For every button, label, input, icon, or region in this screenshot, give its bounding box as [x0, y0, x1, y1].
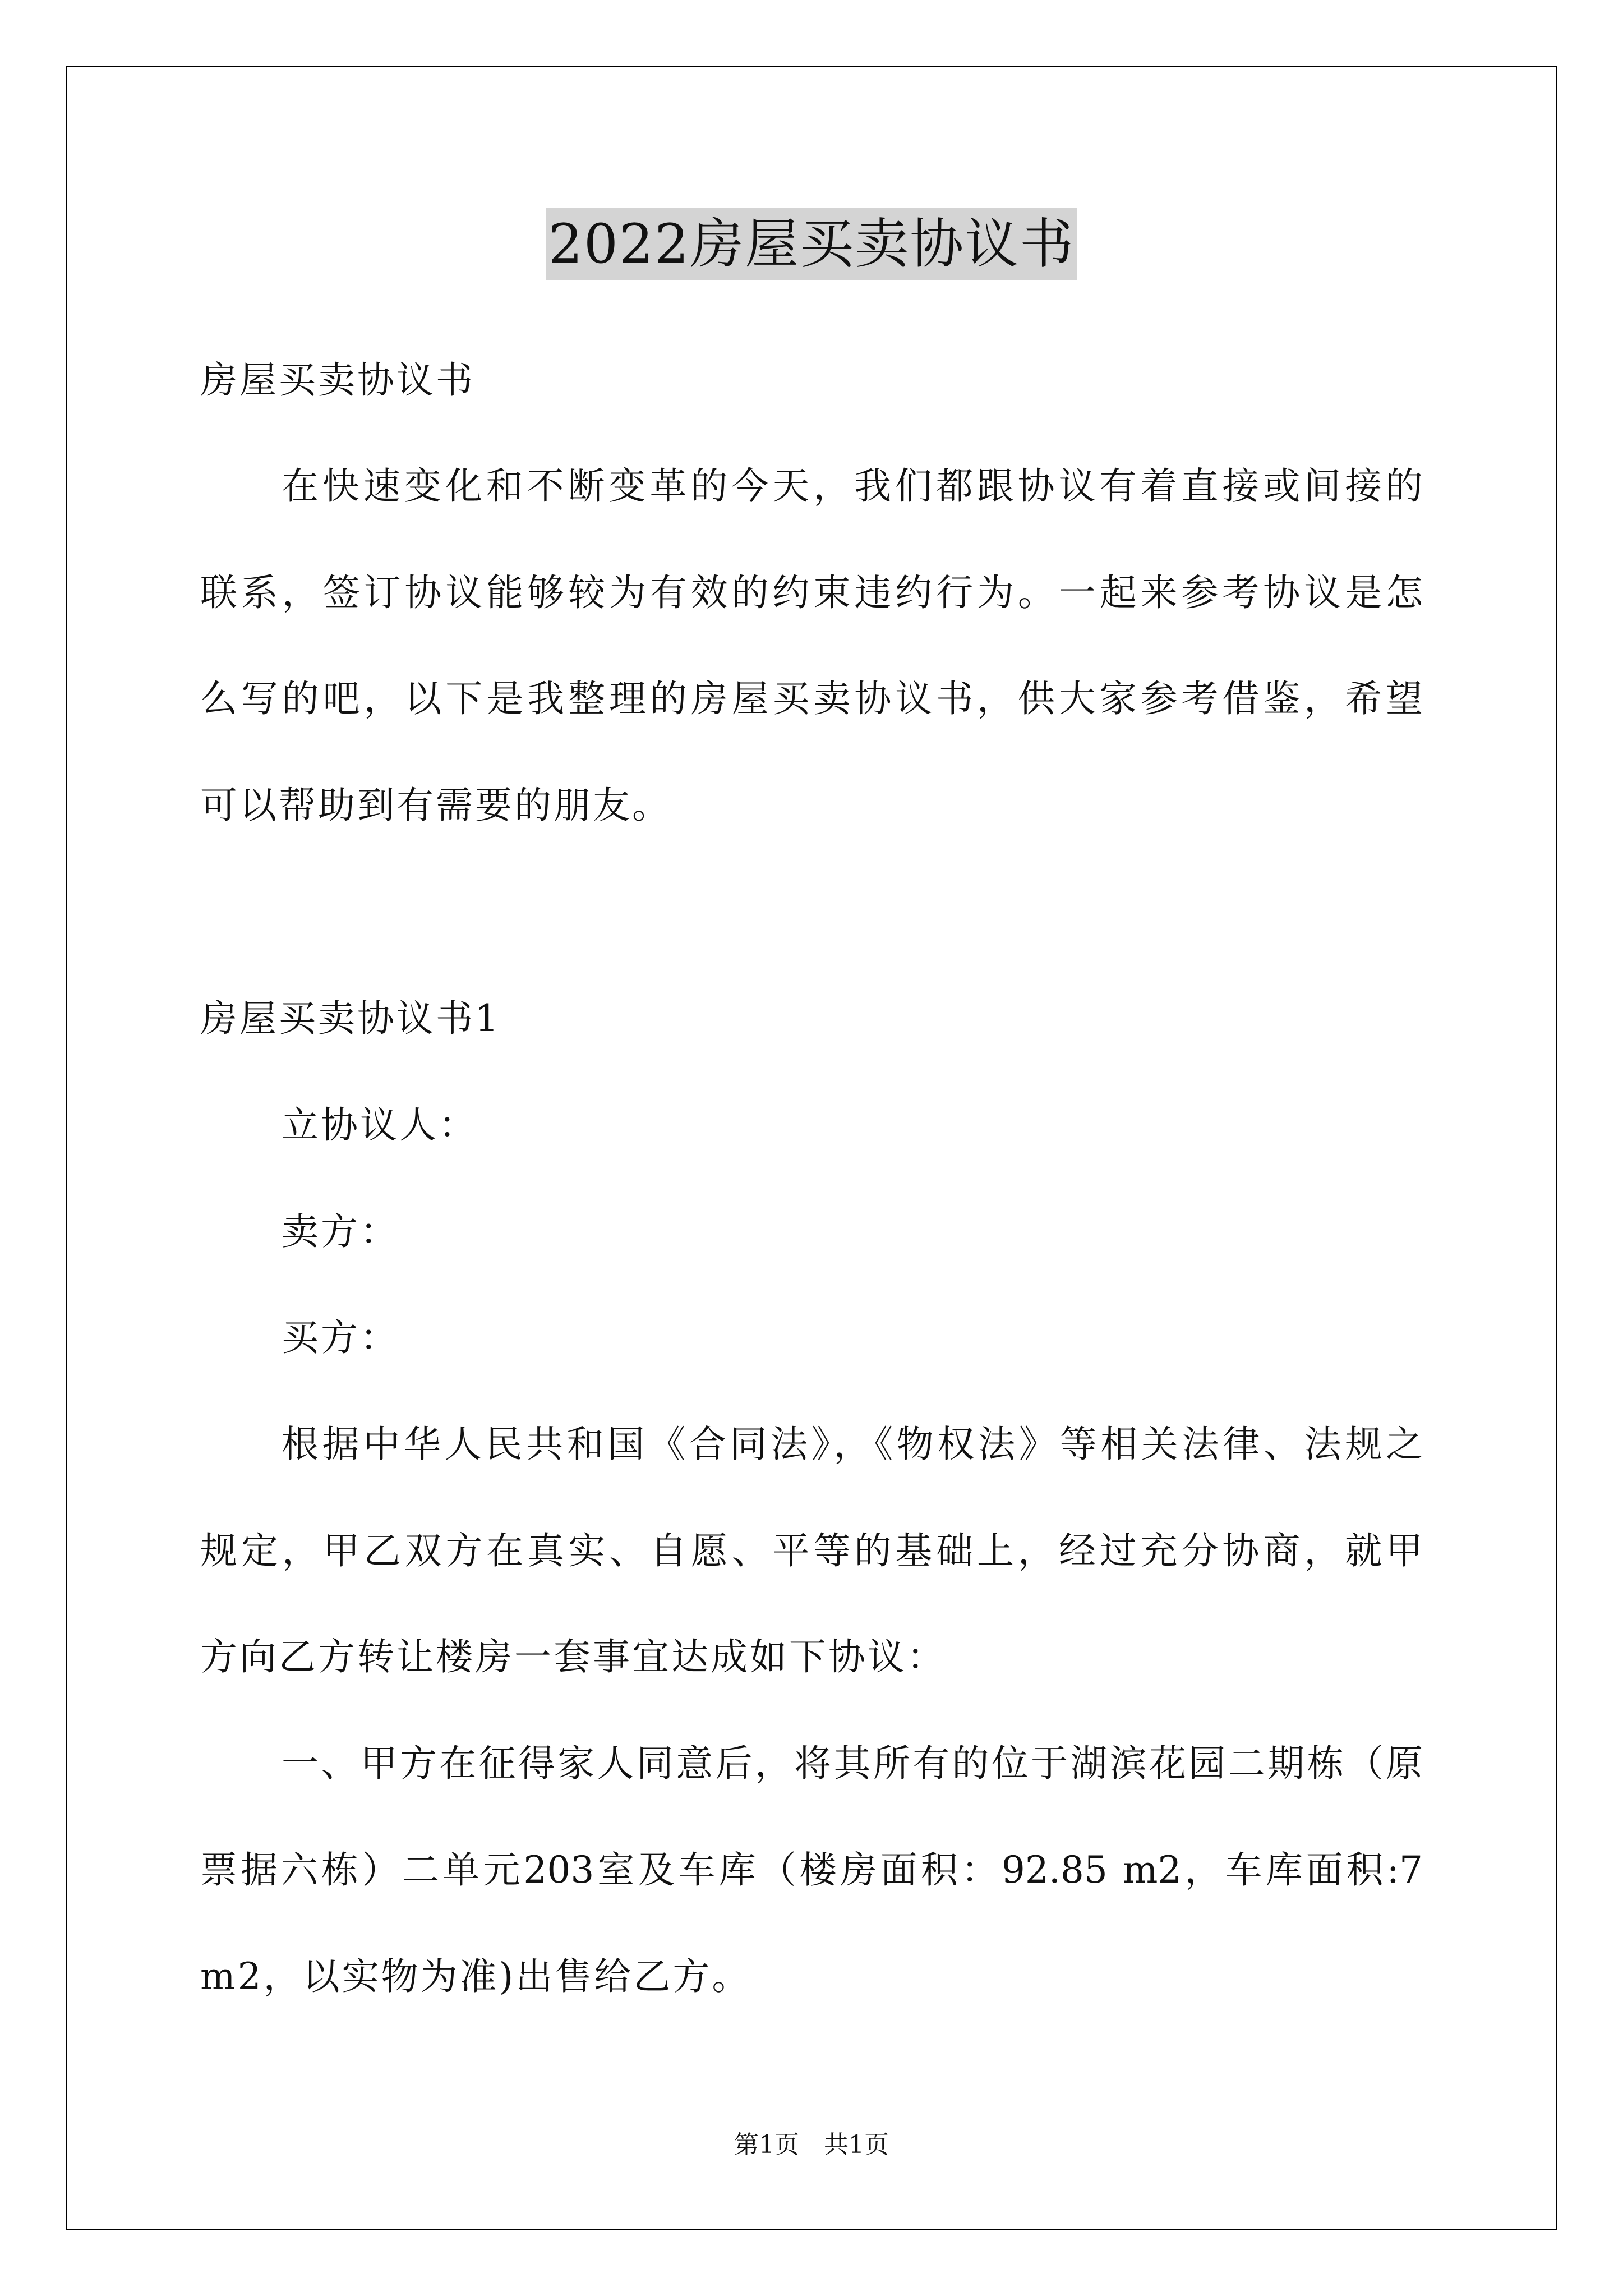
section-heading: 房屋买卖协议书1 — [200, 997, 501, 1040]
subtitle: 房屋买卖协议书 — [200, 358, 475, 402]
intro-line-4: 可以帮助到有需要的朋友。 — [200, 784, 671, 827]
basis-line-2: 规定，甲乙双方在真实、自愿、平等的基础上，经过充分协商，就甲 — [200, 1529, 1423, 1572]
buyer-label: 买方： — [282, 1316, 399, 1359]
clause1-line-2: 票据六栋）二单元203室及车库（楼房面积：92.85 m2，车库面积:7 — [200, 1848, 1423, 1892]
document-title: 2022房屋买卖协议书 — [546, 208, 1077, 280]
clause1-line-3: m2，以实物为准)出售给乙方。 — [200, 1955, 751, 1998]
intro-line-2: 联系，签订协议能够较为有效的约束违约行为。一起来参考协议是怎 — [200, 571, 1423, 614]
party-label: 立协议人： — [282, 1103, 478, 1147]
title-container — [0, 208, 1623, 280]
basis-line-3: 方向乙方转让楼房一套事宜达成如下协议： — [200, 1635, 946, 1678]
intro-line-3: 么写的吧，以下是我整理的房屋买卖协议书，供大家参考借鉴，希望 — [200, 677, 1423, 720]
clause1-line-1: 一、甲方在征得家人同意后，将其所有的位于湖滨花园二期栋（原 — [282, 1742, 1423, 1785]
page-footer: 第1页 共1页 — [734, 2131, 889, 2159]
seller-label: 卖方： — [282, 1210, 399, 1253]
basis-line-1: 根据中华人民共和国《合同法》，《物权法》等相关法律、法规之 — [282, 1423, 1423, 1466]
intro-line-1: 在快速变化和不断变革的今天，我们都跟协议有着直接或间接的 — [282, 464, 1423, 508]
